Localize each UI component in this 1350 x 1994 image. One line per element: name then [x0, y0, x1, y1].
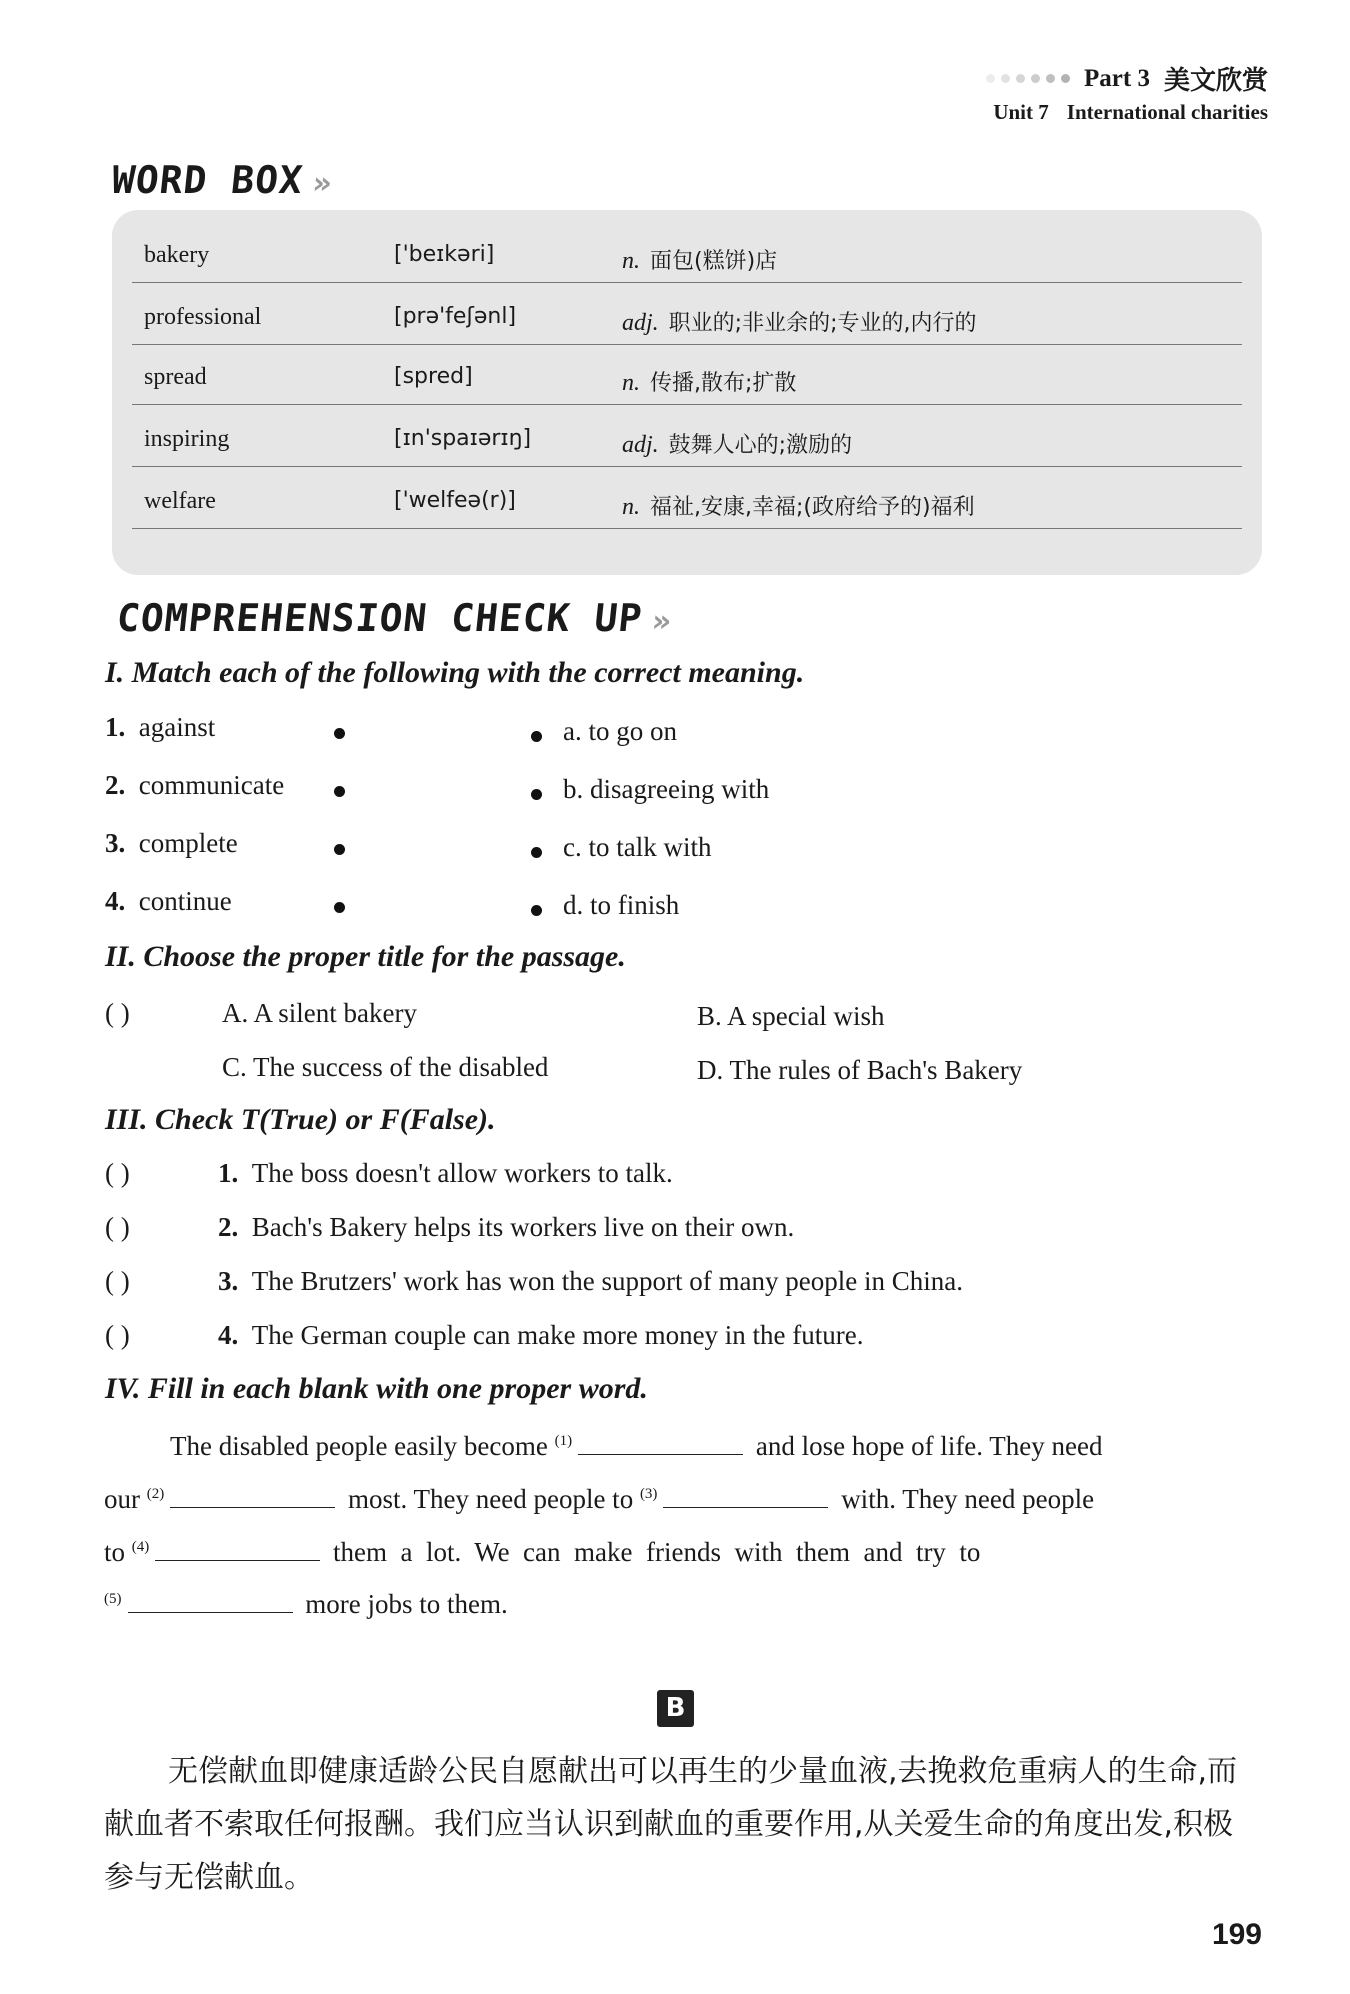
word-box-heading [110, 158, 336, 202]
word: inspiring [144, 426, 230, 452]
part-of-speech: adj. [622, 432, 659, 458]
answer-blank[interactable]: ( ) [105, 1320, 130, 1350]
word-row [132, 468, 1242, 529]
match-dot-left[interactable] [334, 844, 345, 855]
fill-blank[interactable] [128, 1586, 293, 1613]
item-number: 3. [105, 828, 126, 858]
blank-marker: (4) [131, 1539, 150, 1555]
phonetic: [prə'feʃənl] [394, 304, 517, 329]
paragraph-text: with. They need people [841, 1484, 1095, 1514]
phonetic: [ɪn'spaɪərɪŋ] [394, 426, 532, 451]
meaning [622, 490, 975, 521]
match-dot-left[interactable] [334, 902, 345, 913]
match-left-item [105, 828, 238, 859]
item-text: The German couple can make more money in the future. [251, 1320, 864, 1350]
item-number: 3. [218, 1266, 239, 1296]
blank-marker: (3) [639, 1486, 658, 1502]
match-left-item [105, 886, 232, 917]
paragraph-text: them a lot. We can make friends with them and try to [333, 1537, 981, 1567]
question-4-heading: IV. Fill in each blank with one proper word. [105, 1372, 648, 1405]
answer-blank[interactable]: ( ) [105, 998, 130, 1028]
fill-blank[interactable] [578, 1428, 743, 1455]
part-of-speech: n. [622, 494, 640, 520]
part-of-speech: adj. [622, 310, 659, 336]
meaning [622, 366, 796, 397]
match-left-item [105, 712, 215, 743]
meaning-text: 鼓舞人心的;激励的 [668, 433, 853, 458]
match-right-item: c. to talk with [563, 832, 712, 862]
answer-blank[interactable]: ( ) [105, 1212, 130, 1242]
word-row [132, 222, 1242, 283]
item-word: continue [138, 886, 232, 916]
item-word: communicate [138, 770, 285, 800]
meaning-text: 福祉,安康,幸福;(政府给予的)福利 [650, 495, 975, 520]
match-right-item: d. to finish [563, 890, 680, 920]
blank-marker: (2) [146, 1486, 165, 1502]
item-word: complete [138, 828, 238, 858]
word: bakery [144, 242, 210, 268]
match-dot-right[interactable] [531, 789, 542, 800]
option-a: A. A silent bakery [222, 998, 417, 1028]
word: spread [144, 364, 207, 390]
unit-title: International charities [1066, 100, 1268, 124]
phonetic: ['beɪkəri] [394, 242, 495, 267]
meaning [622, 428, 852, 459]
meaning-text: 面包(糕饼)店 [650, 249, 778, 274]
running-header-unit [993, 100, 1268, 125]
fill-blank[interactable] [663, 1481, 828, 1508]
item-number: 2. [218, 1212, 239, 1242]
double-chevron-icon: » [310, 166, 335, 201]
question-3-heading: III. Check T(True) or F(False). [105, 1103, 496, 1136]
section-b-text: 无偿献血即健康适龄公民自愿献出可以再生的少量血液,去挽救危重病人的生命,而献血者不索取任何报酬。我们应当认识到献血的重要作用,从关爱生命的角度出发,积极参与无偿献血。 [104, 1754, 1238, 1895]
fill-paragraph-line [104, 1481, 1094, 1515]
part-label: Part 3 [1084, 64, 1150, 92]
paragraph-text: and lose hope of life. They need [755, 1431, 1103, 1461]
item-text: Bach's Bakery helps its workers live on their own. [251, 1212, 795, 1242]
part-of-speech: n. [622, 370, 640, 396]
paragraph-text: to [104, 1537, 126, 1567]
word: welfare [144, 488, 216, 514]
phonetic: ['welfeə(r)] [394, 488, 516, 513]
fill-blank[interactable] [170, 1481, 335, 1508]
option-d: D. The rules of Bach's Bakery [697, 1055, 1023, 1085]
running-header-part [986, 60, 1268, 97]
item-number: 1. [105, 712, 126, 742]
item-number: 1. [218, 1158, 239, 1188]
item-word: against [138, 712, 216, 742]
tf-item [218, 1320, 864, 1351]
meaning [622, 244, 777, 275]
decorative-dots-icon [986, 74, 1070, 83]
comprehension-title: COMPREHENSION CHECK UP [114, 596, 645, 640]
part-title-cn: 美文欣赏 [1163, 66, 1268, 96]
match-dot-left[interactable] [334, 728, 345, 739]
part-of-speech: n. [622, 248, 640, 274]
paragraph-text: most. They need people to [348, 1484, 634, 1514]
word: professional [144, 304, 262, 330]
blank-marker: (1) [554, 1433, 573, 1449]
tf-item [218, 1158, 673, 1189]
unit-label: Unit 7 [993, 100, 1049, 124]
item-number: 4. [105, 886, 126, 916]
question-2-heading: II. Choose the proper title for the passage. [105, 940, 626, 973]
fill-blank[interactable] [155, 1534, 320, 1561]
fill-paragraph-line [104, 1586, 508, 1620]
word-box-title: WORD BOX [109, 158, 306, 202]
meaning [622, 306, 977, 337]
match-dot-right[interactable] [531, 847, 542, 858]
question-1-heading: I. Match each of the following with the correct meaning. [105, 656, 805, 689]
option-b: B. A special wish [697, 1001, 885, 1031]
paragraph-text: our [104, 1484, 140, 1514]
item-text: The boss doesn't allow workers to talk. [251, 1158, 673, 1188]
meaning-text: 传播,散布;扩散 [650, 371, 797, 396]
blank-marker: (5) [104, 1591, 122, 1607]
word-box-table [112, 210, 1262, 575]
tf-item [218, 1266, 963, 1297]
word-row [132, 406, 1242, 467]
word-row [132, 284, 1242, 345]
comprehension-heading [115, 596, 675, 640]
match-dot-right[interactable] [531, 731, 542, 742]
tf-item [218, 1212, 794, 1243]
paragraph-text: The disabled people easily become [170, 1431, 548, 1461]
match-right-item: b. disagreeing with [563, 774, 770, 804]
answer-blank[interactable]: ( ) [105, 1158, 130, 1188]
option-c: C. The success of the disabled [222, 1052, 549, 1082]
answer-blank[interactable]: ( ) [105, 1266, 130, 1296]
page-number: 199 [1211, 1918, 1262, 1951]
item-number: 4. [218, 1320, 239, 1350]
item-number: 2. [105, 770, 126, 800]
fill-paragraph-line [104, 1534, 980, 1568]
section-b-badge: B [657, 1690, 694, 1727]
match-left-item [105, 770, 284, 801]
match-dot-right[interactable] [531, 905, 542, 916]
match-right-item: a. to go on [563, 716, 677, 746]
fill-paragraph-line [170, 1428, 1103, 1462]
paragraph-text: more jobs to them. [305, 1589, 508, 1619]
match-dot-left[interactable] [334, 786, 345, 797]
word-row [132, 344, 1242, 405]
phonetic: [spred] [394, 364, 473, 389]
double-chevron-icon: » [650, 604, 675, 639]
meaning-text: 职业的;非业余的;专业的,内行的 [668, 311, 977, 336]
item-text: The Brutzers' work has won the support of many people in China. [251, 1266, 963, 1296]
